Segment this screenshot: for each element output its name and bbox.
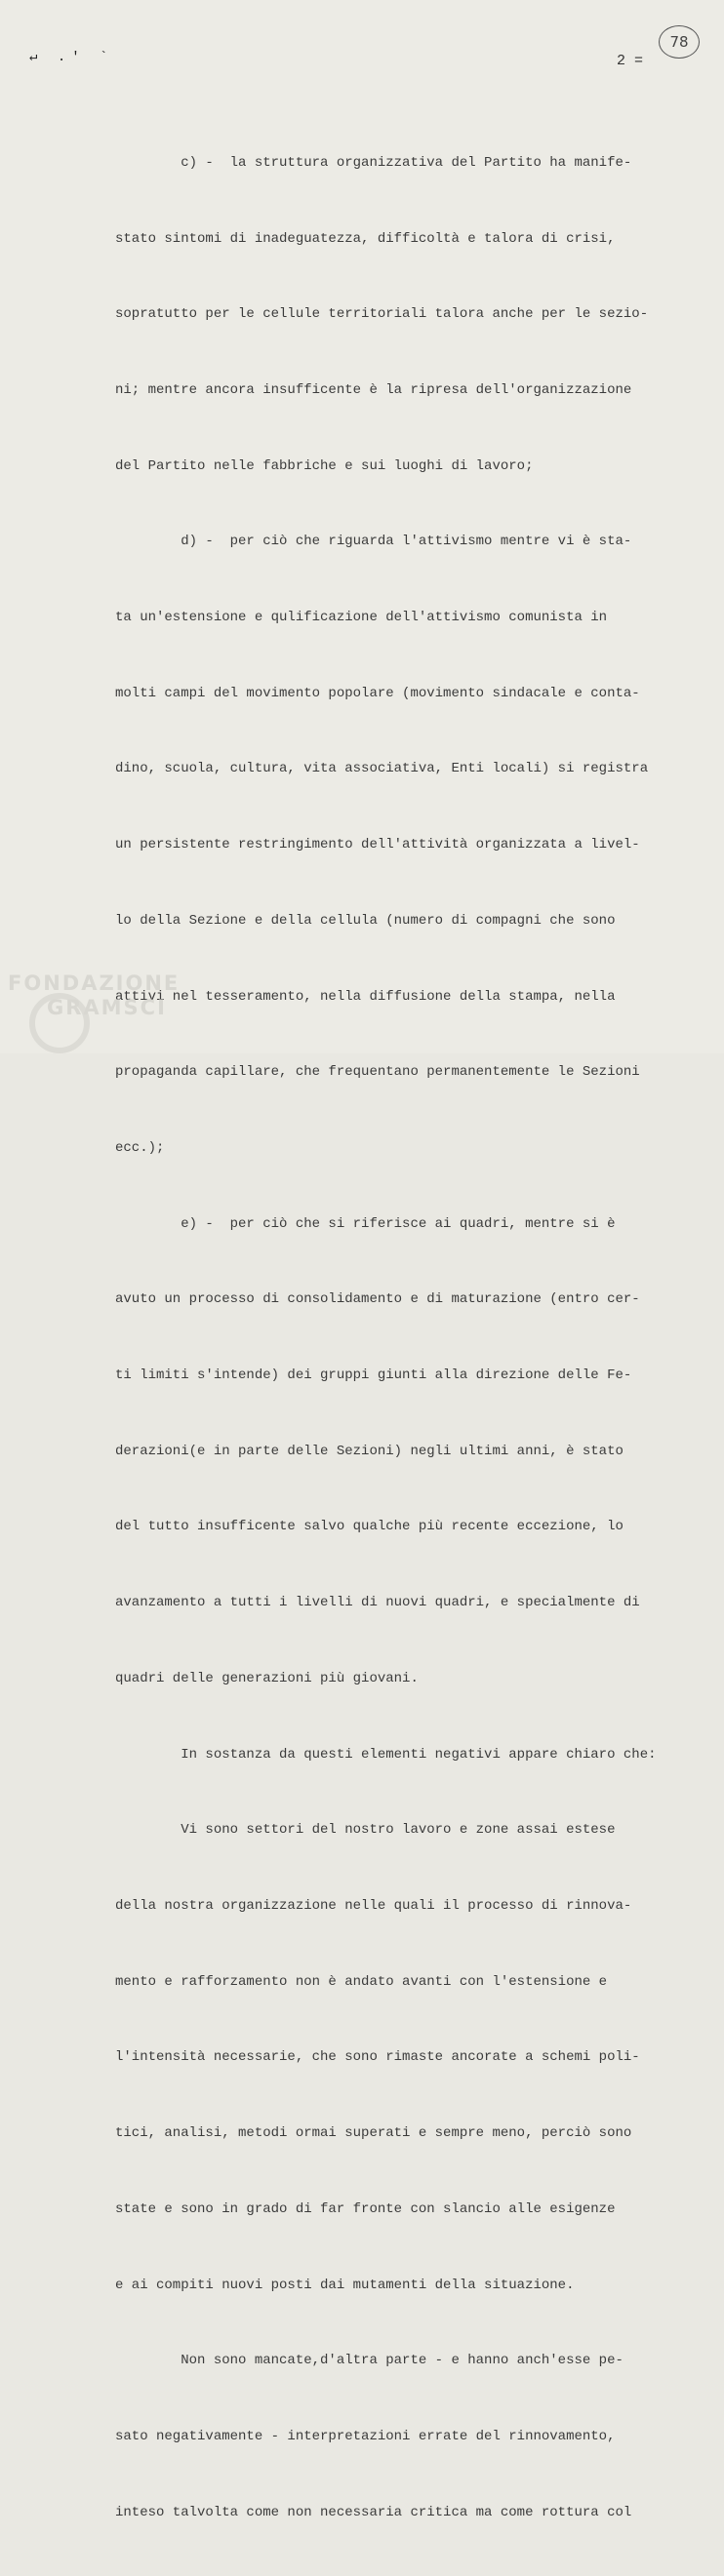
text-line: avanzamento a tutti i livelli di nuovi quadri, e specialmente di	[115, 1595, 640, 1611]
text-line: del tutto insufficente salvo qualche più recente eccezione, lo	[115, 1519, 623, 1535]
text-line: ni; mentre ancora insufficente è la ripresa dell'organizzazione	[115, 381, 632, 398]
text-line: ta un'estensione e qulificazione dell'attivismo comunista in	[115, 610, 608, 626]
text-line: c) - la struttura organizzativa del Partito ha manife-	[115, 154, 632, 171]
text-line: un persistente restringimento dell'attività organizzata a livel-	[115, 837, 640, 853]
text-line: state e sono in grado di far fronte con slancio alle esigenze	[115, 2200, 616, 2217]
text-line: sato negativamente - interpretazioni errate del rinnovamento,	[115, 2428, 616, 2444]
body-text	[115, 100, 691, 2576]
text-line: lo della Sezione e della cellula (numero di compagni che sono	[115, 912, 616, 929]
stamp-number: 78	[669, 33, 689, 51]
text-line: avuto un processo di consolidamento e di maturazione (entro cer-	[115, 1291, 640, 1308]
text-line: attivi nel tesseramento, nella diffusione della stampa, nella	[115, 988, 616, 1005]
text-line: molti campi del movimento popolare (movimento sindacale e conta-	[115, 685, 640, 701]
text-line: dino, scuola, cultura, vita associativa, Enti locali) si registra	[115, 761, 649, 777]
watermark-line-2: GRAMSCI	[47, 996, 167, 1019]
text-line: quadri delle generazioni più giovani.	[115, 1670, 419, 1686]
text-line: propaganda capillare, che frequentano permanentemente le Sezioni	[115, 1064, 640, 1081]
text-line: tici, analisi, metodi ormai superati e sempre meno, perciò sono	[115, 2125, 632, 2142]
text-line: della nostra organizzazione nelle quali il processo di rinnova-	[115, 1897, 632, 1914]
archive-stamp	[659, 25, 700, 59]
text-line: ecc.);	[115, 1139, 165, 1156]
text-line: derazioni(e in parte delle Sezioni) negli ultimi anni, è stato	[115, 1443, 623, 1459]
watermark-line-1: FONDAZIONE	[8, 971, 181, 995]
text-line: In sostanza da questi elementi negativi appare chiaro che:	[115, 1746, 657, 1763]
text-line: inteso talvolta come non necessaria critica ma come rottura col	[115, 2504, 632, 2520]
text-line: sopratutto per le cellule territoriali talora anche per le sezio-	[115, 306, 649, 323]
page-number: 2 =	[617, 53, 644, 69]
watermark	[8, 971, 180, 1020]
margin-marks: ↵ .' `	[29, 50, 114, 65]
text-line: mento e rafforzamento non è andato avanti con l'estensione e	[115, 1973, 608, 1990]
text-line: l'intensità necessarie, che sono rimaste ancorate a schemi poli-	[115, 2049, 640, 2066]
text-line: ti limiti s'intende) dei gruppi giunti alla direzione delle Fe-	[115, 1367, 632, 1384]
text-line: e ai compiti nuovi posti dai mutamenti della situazione.	[115, 2277, 575, 2293]
text-line: stato sintomi di inadeguatezza, difficoltà e talora di crisi,	[115, 230, 616, 247]
text-line: Vi sono settori del nostro lavoro e zone assai estese	[115, 1822, 616, 1839]
text-line: e) - per ciò che si riferisce ai quadri, mentre si è	[115, 1215, 616, 1232]
text-line: d) - per ciò che riguarda l'attivismo mentre vi è sta-	[115, 534, 632, 550]
text-line: Non sono mancate,d'altra parte - e hanno anch'esse pe-	[115, 2353, 623, 2369]
text-line: del Partito nelle fabbriche e sui luoghi di lavoro;	[115, 457, 534, 474]
